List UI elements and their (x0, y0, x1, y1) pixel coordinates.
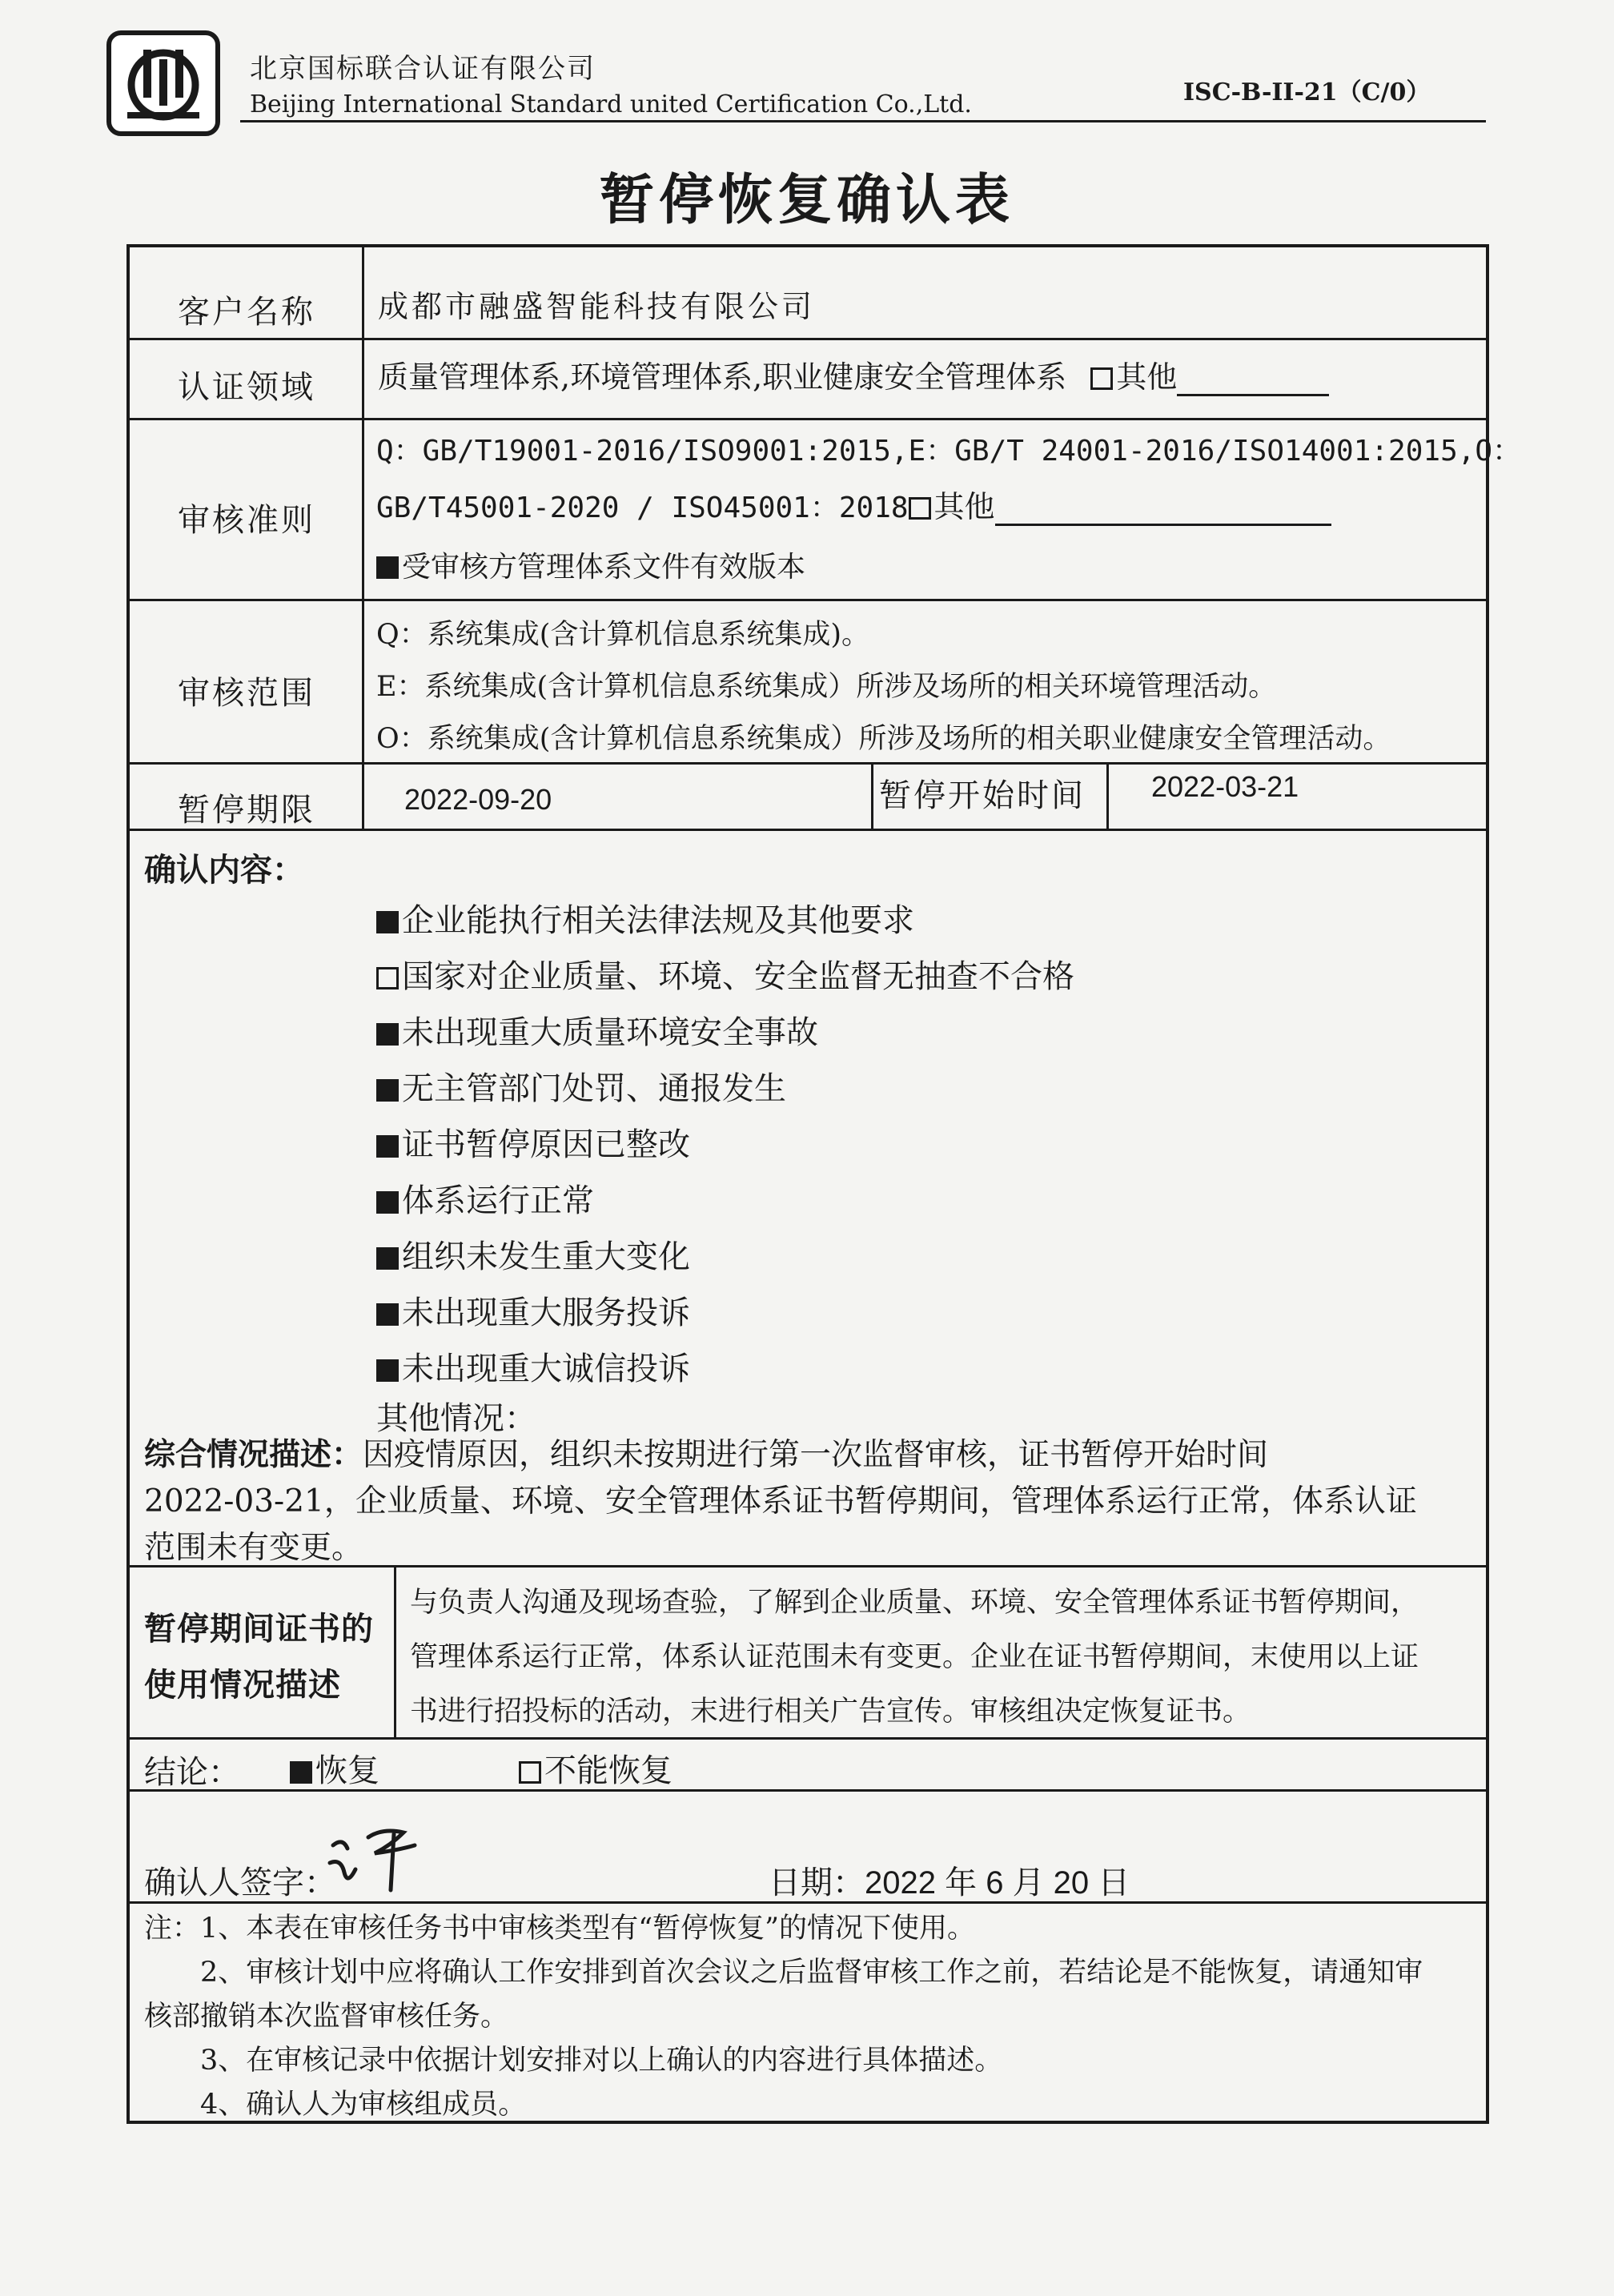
suspension-start-value: 2022-03-21 (1151, 770, 1299, 803)
note-2a: 2、审核计划中应将确认工作安排到首次会议之后监督审核工作之前，若结论是不能恢复，请通知审 (200, 1957, 1423, 1989)
criteria-line-2-row (376, 482, 1331, 526)
confirm-item (376, 1007, 818, 1053)
checked-checkbox (376, 1191, 399, 1214)
signer-label: 确认人签字： (144, 1864, 336, 1901)
fill-in-line (995, 492, 1331, 526)
date-row (769, 1857, 1130, 1903)
confirm-item-label: 未出现重大质量环境安全事故 (402, 1014, 818, 1051)
cert-field-row (378, 352, 1329, 396)
confirm-item (376, 1287, 690, 1333)
row-divider (126, 599, 1489, 601)
cert-field-value: 质量管理体系,环境管理体系,职业健康安全管理体系 (378, 359, 1067, 395)
suspension-start-label: 暂停开始时间 (879, 777, 1086, 814)
confirm-item-label: 未出现重大诚信投诉 (402, 1351, 690, 1387)
usage-block (410, 1575, 1419, 1739)
confirm-item-label: 国家对企业质量、环境、安全监督无抽查不合格 (402, 958, 1074, 995)
summary-label: 综合情况描述： (144, 1436, 363, 1473)
column-divider (871, 762, 873, 829)
column-divider (394, 1565, 396, 1737)
checked-checkbox (376, 1135, 399, 1158)
row-divider (126, 338, 1489, 340)
confirm-item-label: 企业能执行相关法律法规及其他要求 (402, 902, 914, 939)
confirm-item (376, 1175, 594, 1221)
confirm-item (376, 1119, 690, 1165)
header-divider (240, 120, 1486, 122)
criteria-line-1: Q：GB/T19001-2016/ISO9001:2015,E：GB/T 24001-2016/ISO14001:2015,O： (376, 435, 1522, 468)
row-divider (126, 418, 1489, 420)
confirm-item (376, 895, 914, 941)
unchecked-checkbox (376, 967, 399, 989)
date-label: 日期： (769, 1864, 865, 1901)
confirm-item (376, 951, 1074, 997)
conclusion-restore (290, 1745, 379, 1791)
company-logo-icon (106, 30, 220, 136)
checked-checkbox (376, 1247, 399, 1270)
summary-line-1: 因疫情原因，组织未按期进行第一次监督审核，证书暂停开始时间 (363, 1437, 1269, 1473)
conclusion-no-restore (519, 1745, 672, 1791)
note-3: 3、在审核记录中依据计划安排对以上确认的内容进行具体描述。 (200, 2045, 1003, 2077)
criteria-line-3: 受审核方管理体系文件有效版本 (402, 551, 806, 584)
logo-mark (111, 35, 215, 131)
note-4: 4、确认人为审核组成员。 (200, 2089, 527, 2121)
note-1: 注：1、本表在审核任务书中审核类型有“暂停恢复”的情况下使用。 (144, 1913, 976, 1945)
summary-block (144, 1431, 1473, 1571)
restore-label: 恢复 (315, 1752, 379, 1789)
row-divider (126, 829, 1489, 831)
confirm-item-label: 未出现重大服务投诉 (402, 1295, 690, 1331)
fill-in-line (1177, 362, 1329, 396)
confirm-item-label: 无主管部门处罚、通报发生 (402, 1070, 786, 1107)
checked-checkbox (376, 1303, 399, 1326)
checked-checkbox (376, 556, 399, 579)
confirm-item (376, 1231, 690, 1277)
usage-label-line-1: 暂停期间证书的 (144, 1610, 374, 1648)
summary-line-3: 范围未有变更。 (144, 1530, 363, 1566)
no-restore-checkbox (519, 1761, 541, 1784)
audit-scope-label: 审核范围 (178, 675, 315, 712)
confirm-item (376, 1343, 690, 1389)
handwritten-signature (327, 1813, 447, 1893)
checked-checkbox (376, 1023, 399, 1046)
usage-line-1: 与负责人沟通及现场查验，了解到企业质量、环境、安全管理体系证书暂停期间， (410, 1587, 1419, 1619)
confirm-item-label: 组织未发生重大变化 (402, 1238, 690, 1275)
criteria-other: 其他 (933, 489, 995, 524)
scope-o: O：系统集成(含计算机信息系统集成）所涉及场所的相关职业健康安全管理活动。 (376, 723, 1391, 755)
checked-checkbox (376, 1359, 399, 1382)
confirm-item-label: 证书暂停原因已整改 (402, 1126, 690, 1163)
suspension-deadline-value: 2022-09-20 (404, 783, 552, 816)
confirm-item-label: 体系运行正常 (402, 1182, 594, 1219)
other-situation: 其他情况： (376, 1400, 536, 1437)
column-divider (1106, 762, 1109, 829)
scope-e: E：系统集成(含计算机信息系统集成）所涉及场所的相关环境管理活动。 (376, 671, 1277, 703)
criteria-line-2: GB/T45001-2020 / ISO45001：2018 (376, 492, 909, 524)
column-divider (362, 244, 364, 829)
note-2b: 核部撤销本次监督审核任务。 (144, 2001, 509, 2033)
summary-line-2: 2022-03-21，企业质量、环境、安全管理体系证书暂停期间，管理体系运行正常，体系认证 (144, 1483, 1417, 1519)
conclusion-label: 结论： (144, 1754, 240, 1791)
usage-line-3: 书进行招投标的活动，末进行相关广告宣传。审核组决定恢复证书。 (410, 1696, 1251, 1728)
cert-field-label: 认证领域 (178, 369, 315, 406)
other-checkbox (1090, 367, 1113, 390)
restore-checkbox (290, 1761, 312, 1784)
scope-q: Q：系统集成(含计算机信息系统集成)。 (376, 619, 870, 651)
usage-line-2: 管理体系运行正常，体系认证范围未有变更。企业在证书暂停期间，末使用以上证 (410, 1641, 1419, 1673)
other-checkbox (909, 497, 931, 520)
cert-field-other: 其他 (1116, 359, 1178, 395)
document-code: ISC-B-II-21（C/0） (1183, 78, 1431, 106)
no-restore-label: 不能恢复 (544, 1752, 672, 1789)
date-value: 2022 年 6 月 20 日 (865, 1865, 1130, 1901)
suspension-deadline-label: 暂停期限 (178, 792, 315, 829)
client-name-label: 客户名称 (178, 294, 315, 331)
company-name-en: Beijing International Standard united Certification Co.,Ltd. (250, 90, 972, 118)
client-name-value: 成都市融盛智能科技有限公司 (378, 289, 816, 324)
company-name-cn: 北京国标联合认证有限公司 (250, 53, 596, 85)
audit-criteria-label: 审核准则 (178, 502, 315, 539)
usage-label-line-2: 使用情况描述 (144, 1666, 341, 1704)
row-divider (126, 762, 1489, 765)
checked-checkbox (376, 1079, 399, 1102)
form-title: 暂停恢复确认表 (599, 168, 1014, 232)
checked-checkbox (376, 911, 399, 933)
confirm-heading: 确认内容： (144, 851, 304, 889)
criteria-line-3-row (376, 544, 805, 585)
confirm-item (376, 1063, 786, 1109)
